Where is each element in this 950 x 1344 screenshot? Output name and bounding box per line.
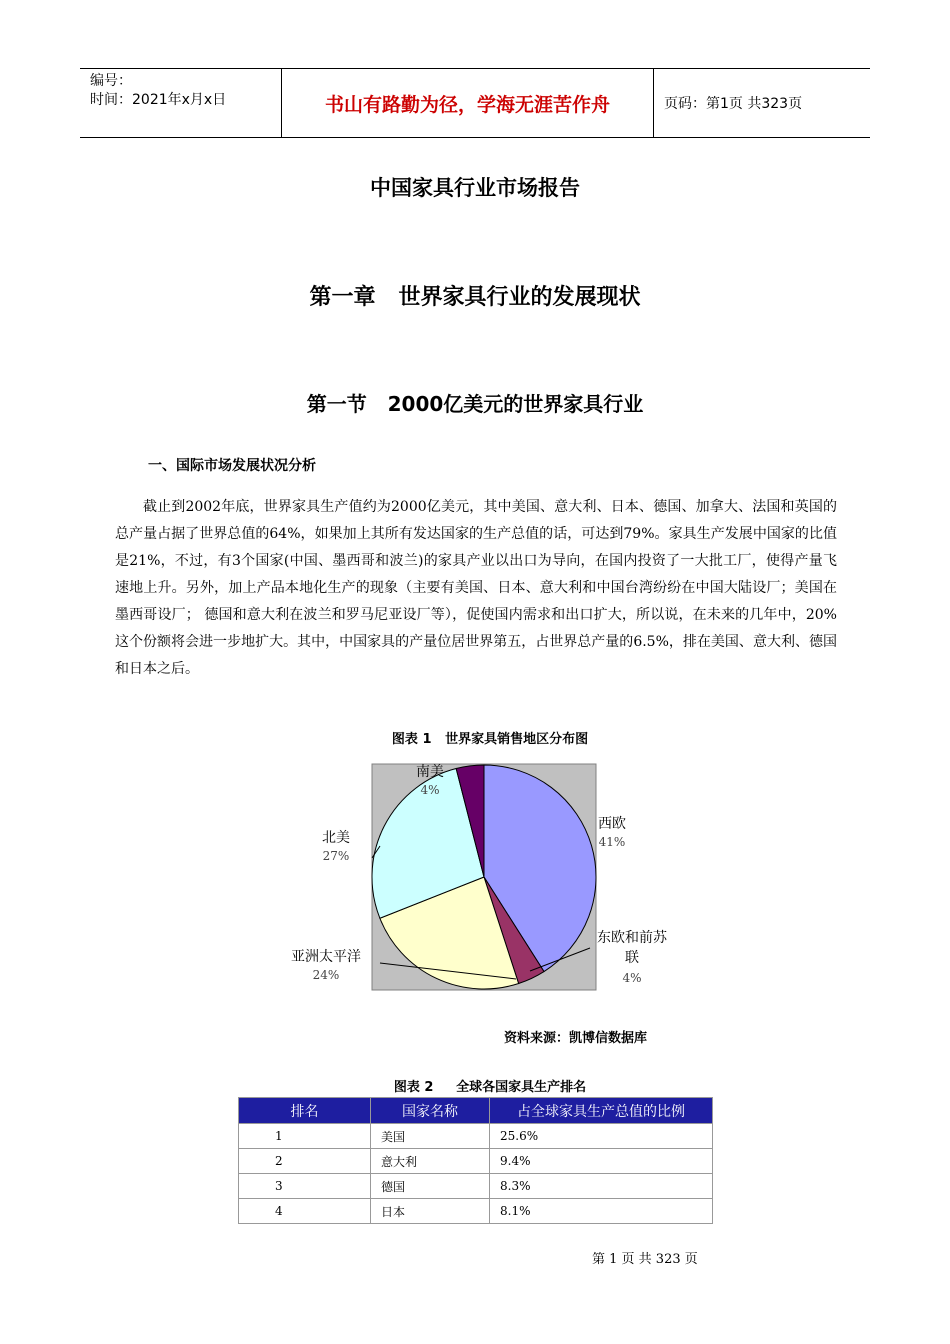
section-title: 第一节 2000亿美元的世界家具行业 (306, 392, 644, 416)
table-row (239, 1124, 713, 1149)
table-cell-country: 德国 (371, 1174, 490, 1199)
table-row (239, 1199, 713, 1224)
table-header-country: 国家名称 (371, 1098, 490, 1124)
slice-label: 南美 (416, 764, 444, 780)
table-row (239, 1174, 713, 1199)
chapter-title: 第一章 世界家具行业的发展现状 (309, 285, 641, 310)
ranking-table (238, 1097, 713, 1224)
slice-percent-label: 41% (598, 835, 626, 849)
page-header (80, 68, 870, 138)
report-title: 中国家具行业市场报告 (370, 176, 580, 200)
figure1-source: 资料来源：凯博信数据库 (504, 1031, 648, 1046)
table-cell-share: 25.6% (490, 1124, 713, 1149)
body-paragraph: 截止到2002年底，世界家具生产值约为2000亿美元，其中美国、意大利、日本、德国、加拿大、法国和英国的总产量占据了世界总值的64%，如果加上其所有发达国家的生产总值的话，可达到79%。家具生产发展中国家的比值是21%，不过，有3个国家(中国、墨西哥和波兰)的家具产业以出口为导向，在国内投资了一大批工厂，使得产量飞速地上升。另外，加上产品本地化生产的现象（主要有美国、日本、意大利和中国台湾纷纷在中国大陆设厂；美国在墨西哥设厂； 德国和意大利在波兰和罗马尼亚设厂等），促使国内需求和出口扩大，所以说，在未来的几年中，20%这个份额将会进一步地扩大。其中，中国家具的产量位居世界第五，占世界总产量的6.5%，排在美国、意大利、德国和日本之后。 (115, 499, 837, 677)
page-footer: 第 1 页 共 323 页 (592, 1252, 698, 1267)
slice-percent-label: 24% (312, 968, 340, 982)
slice-label: 亚洲太平洋 (291, 949, 361, 965)
table-cell-share: 9.4% (490, 1149, 713, 1174)
table-cell-share: 8.1% (490, 1199, 713, 1224)
pie-chart (280, 758, 690, 1008)
table-cell-rank: 1 (239, 1124, 371, 1149)
table-cell-country: 美国 (371, 1124, 490, 1149)
slice-label: 东欧和前苏联 (597, 930, 667, 966)
slice-percent-label: 27% (322, 849, 350, 863)
document-number-label: 编号： (90, 73, 132, 89)
table-cell-rank: 3 (239, 1174, 371, 1199)
subsection-heading: 一、国际市场发展状况分析 (148, 458, 316, 474)
figure1-caption: 图表 1 世界家具销售地区分布图 (391, 732, 589, 747)
table-cell-rank: 4 (239, 1199, 371, 1224)
document-time-label: 时间：2021年x月x日 (90, 92, 227, 108)
table-cell-country: 日本 (371, 1199, 490, 1224)
table-cell-country: 意大利 (371, 1149, 490, 1174)
table-header-rank: 排名 (239, 1098, 371, 1124)
table-header-share: 占全球家具生产总值的比例 (490, 1098, 713, 1124)
table-row (239, 1149, 713, 1174)
slice-label: 北美 (322, 830, 350, 846)
figure2-caption: 图表 2 全球各国家具生产排名 (393, 1080, 587, 1095)
table-header-row (239, 1098, 713, 1124)
slice-label: 西欧 (598, 816, 626, 832)
slice-percent-label: 4% (420, 783, 440, 797)
slice-percent-label: 4% (622, 971, 642, 985)
header-motto: 书山有路勤为径，学海无涯苦作舟 (281, 69, 654, 137)
table-cell-share: 8.3% (490, 1174, 713, 1199)
header-meta (80, 69, 281, 137)
table-cell-rank: 2 (239, 1149, 371, 1174)
header-page-info: 页码：第1页 共323页 (664, 96, 803, 112)
